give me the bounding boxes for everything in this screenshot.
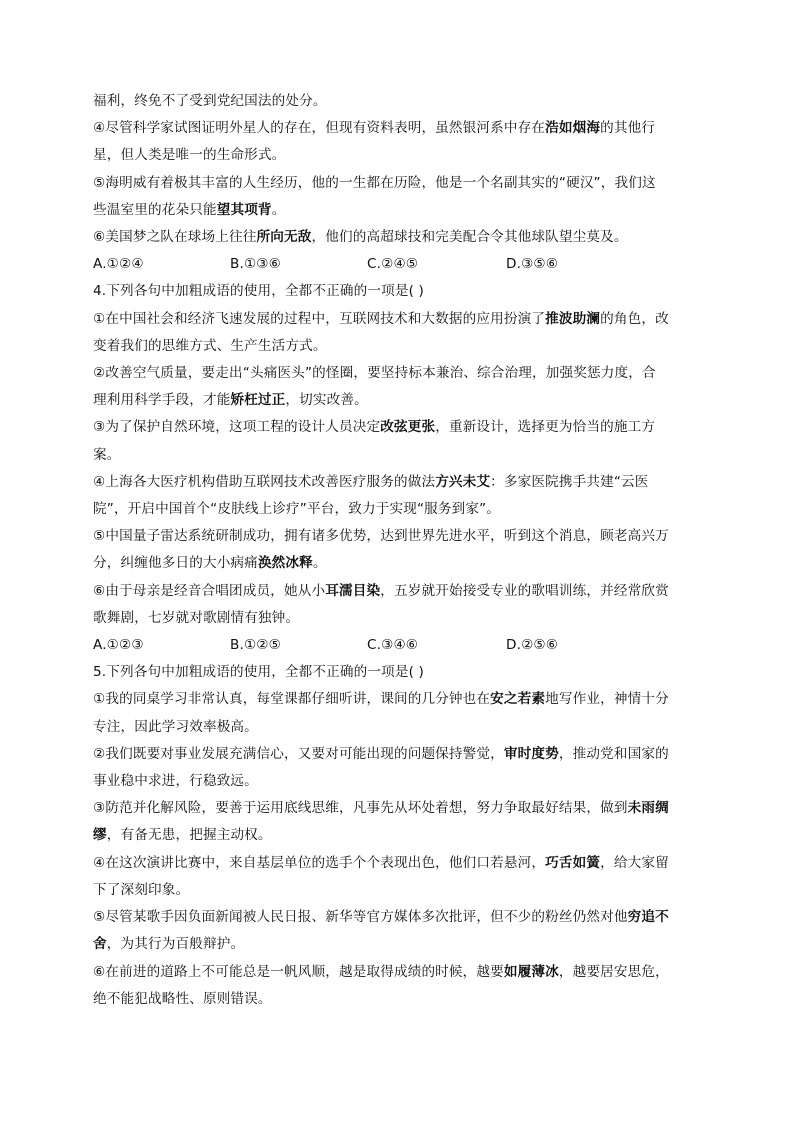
- text-line: [93, 768, 693, 795]
- answer-option: D.③⑤⑥: [506, 256, 559, 273]
- text-line: [93, 469, 693, 496]
- text-run: ，有备无患，把握主动权。: [106, 827, 272, 844]
- text-line: [93, 822, 693, 849]
- answer-option: D.②⑤⑥: [506, 637, 559, 654]
- bold-idiom: 浩如烟海: [545, 120, 601, 137]
- text-line: [93, 686, 693, 713]
- text-run: ，推动党和国家的: [558, 745, 669, 762]
- bold-idiom: 巧舌如簧: [545, 854, 601, 871]
- text-line: [93, 904, 693, 931]
- text-run: 的角色，改: [600, 310, 669, 327]
- bold-idiom: 所向无敌: [256, 229, 312, 246]
- bold-idiom: 改弦更张: [380, 419, 436, 436]
- text-run: ④尽管科学家试图证明外星人的存在，但现有资料表明，虽然银河系中存在: [93, 120, 546, 137]
- answer-options: [93, 251, 693, 278]
- text-run: 星，但人类是唯一的生命形式。: [93, 147, 286, 164]
- bold-idiom: 安之若素: [490, 691, 546, 708]
- text-run: ⑤海明威有着极其丰富的人生经历，他的一生都在历险，他是一个名副其实的“硬汉”，我们这: [93, 174, 656, 191]
- answer-option: B.①③⑥: [230, 256, 281, 273]
- text-run: ③为了保护自然环境，这项工程的设计人员决定: [93, 419, 381, 436]
- text-run: 下了深刻印象。: [93, 881, 190, 898]
- bold-idiom: 穷追不: [627, 909, 669, 926]
- bold-idiom: 方兴未艾: [435, 473, 491, 490]
- text-line: [93, 278, 693, 305]
- bold-idiom: 耳濡目染: [325, 582, 381, 599]
- answer-option: C.③④⑥: [367, 637, 419, 654]
- text-run: 歌舞剧，七岁就对歌剧情有独钟。: [93, 609, 300, 626]
- text-line: [93, 605, 693, 632]
- text-run: 地写作业，神情十分: [545, 691, 669, 708]
- text-run: 。: [312, 555, 327, 572]
- text-run: 理利用科学手段，才能: [93, 392, 231, 409]
- answer-options: [93, 632, 693, 659]
- text-line: [93, 741, 693, 768]
- text-line: [93, 387, 693, 414]
- text-run: ⑤尽管某歌手因负面新闻被人民日报、新华等官方媒体多次批评，但不少的粉丝仍然对他: [93, 909, 628, 926]
- bold-idiom: 涣然冰释: [257, 555, 313, 572]
- bold-idiom: 推波助澜: [545, 310, 601, 327]
- text-line: [93, 659, 693, 686]
- text-line: [93, 306, 693, 333]
- text-run: ，重新设计，选择更为恰当的施工方: [435, 419, 656, 436]
- answer-option: C.②④⑤: [367, 256, 419, 273]
- bold-idiom: 舍: [93, 936, 107, 953]
- text-line: [93, 931, 693, 958]
- text-line: [93, 714, 693, 741]
- text-run: 绝不能犯战略性、原则错误。: [93, 990, 272, 1007]
- text-line: [93, 333, 693, 360]
- text-run: ①在中国社会和经济飞速发展的过程中，互联网技术和大数据的应用扮演了: [93, 310, 546, 327]
- text-line: [93, 959, 693, 986]
- bold-idiom: 缪: [93, 827, 107, 844]
- text-line: [93, 360, 693, 387]
- text-run: 事业稳中求进，行稳致远。: [93, 773, 258, 790]
- text-run: 。: [271, 201, 286, 218]
- text-run: 院”，开启中国首个“皮肤线上诊疗”平台，致力于实现“服务到家”。: [93, 501, 501, 518]
- text-run: 4.下列各句中加粗成语的使用，全都不正确的一项是( ): [93, 283, 425, 300]
- text-line: [93, 414, 693, 441]
- text-run: ③防范并化解风险，要善于运用底线思维，凡事先从坏处着想，努力争取最好结果，做到: [93, 800, 628, 817]
- text-run: ⑥由于母亲是经音合唱团成员，她从小: [93, 582, 326, 599]
- text-line: [93, 224, 693, 251]
- text-line: [93, 496, 693, 523]
- text-run: ⑥在前进的道路上不可能总是一帆风顺，越是取得成绩的时候，越要: [93, 963, 504, 980]
- text-run: ④在这次演讲比赛中，来自基层单位的选手个个表现出色，他们口若悬河，: [93, 854, 546, 871]
- bold-idiom: 望其项背: [216, 201, 272, 218]
- answer-option: A.①②③: [93, 637, 144, 654]
- text-line: [93, 795, 693, 822]
- text-run: 变着我们的思维方式、生产生活方式。: [93, 337, 327, 354]
- bold-idiom: 矫枉过正: [230, 392, 286, 409]
- text-run: ，五岁就开始接受专业的歌唱训练，并经常欣赏: [380, 582, 669, 599]
- text-run: ②我们既要对事业发展充满信心，又要对可能出现的问题保持警觉，: [93, 745, 504, 762]
- text-run: ⑥美国梦之队在球场上往往: [93, 229, 257, 246]
- text-run: 案。: [93, 446, 121, 463]
- text-line: [93, 850, 693, 877]
- bold-idiom: 如履薄冰: [503, 963, 559, 980]
- text-run: 专注，因此学习效率极高。: [93, 718, 258, 735]
- text-run: ，越要居安思危，: [558, 963, 669, 980]
- text-run: 5.下列各句中加粗成语的使用，全都不正确的一项是( ): [93, 664, 425, 681]
- bold-idiom: 审时度势: [503, 745, 559, 762]
- text-run: ：多家医院携手共建“云医: [490, 473, 649, 490]
- text-line: [93, 197, 693, 224]
- answer-option: A.①②④: [93, 256, 144, 273]
- text-line: [93, 877, 693, 904]
- text-line: [93, 578, 693, 605]
- text-run: ，他们的高超球技和完美配合令其他球队望尘莫及。: [311, 229, 628, 246]
- text-run: ，给大家留: [600, 854, 669, 871]
- bold-idiom: 未雨绸: [627, 800, 669, 817]
- text-run: ，切实改善。: [285, 392, 368, 409]
- answer-option: B.①②⑤: [230, 637, 281, 654]
- text-run: 福利，终免不了受到党纪国法的处分。: [93, 93, 327, 109]
- text-run: 分，纠缠他多日的大小病痛: [93, 555, 258, 572]
- text-line: [93, 88, 693, 115]
- document-page: [93, 88, 693, 1013]
- text-line: [93, 442, 693, 469]
- text-line: [93, 986, 693, 1013]
- text-run: ⑤中国量子雷达系统研制成功，拥有诸多优势，达到世界先进水平，听到这个消息，顾老高兴万: [93, 528, 669, 545]
- text-run: 的其他行: [600, 120, 656, 137]
- text-line: [93, 523, 693, 550]
- text-run: ，为其行为百般辩护。: [106, 936, 245, 953]
- text-run: ①我的同桌学习非常认真，每堂课都仔细听讲，课间的几分钟也在: [93, 691, 491, 708]
- text-line: [93, 170, 693, 197]
- text-line: [93, 115, 693, 142]
- text-line: [93, 142, 693, 169]
- text-run: ④上海各大医疗机构借助互联网技术改善医疗服务的做法: [93, 473, 436, 490]
- text-run: ②改善空气质量，要走出“头痛医头”的怪圈，要坚持标本兼治、综合治理，加强奖惩力度，合: [93, 365, 656, 382]
- text-run: 些温室里的花朵只能: [93, 201, 217, 218]
- text-line: [93, 550, 693, 577]
